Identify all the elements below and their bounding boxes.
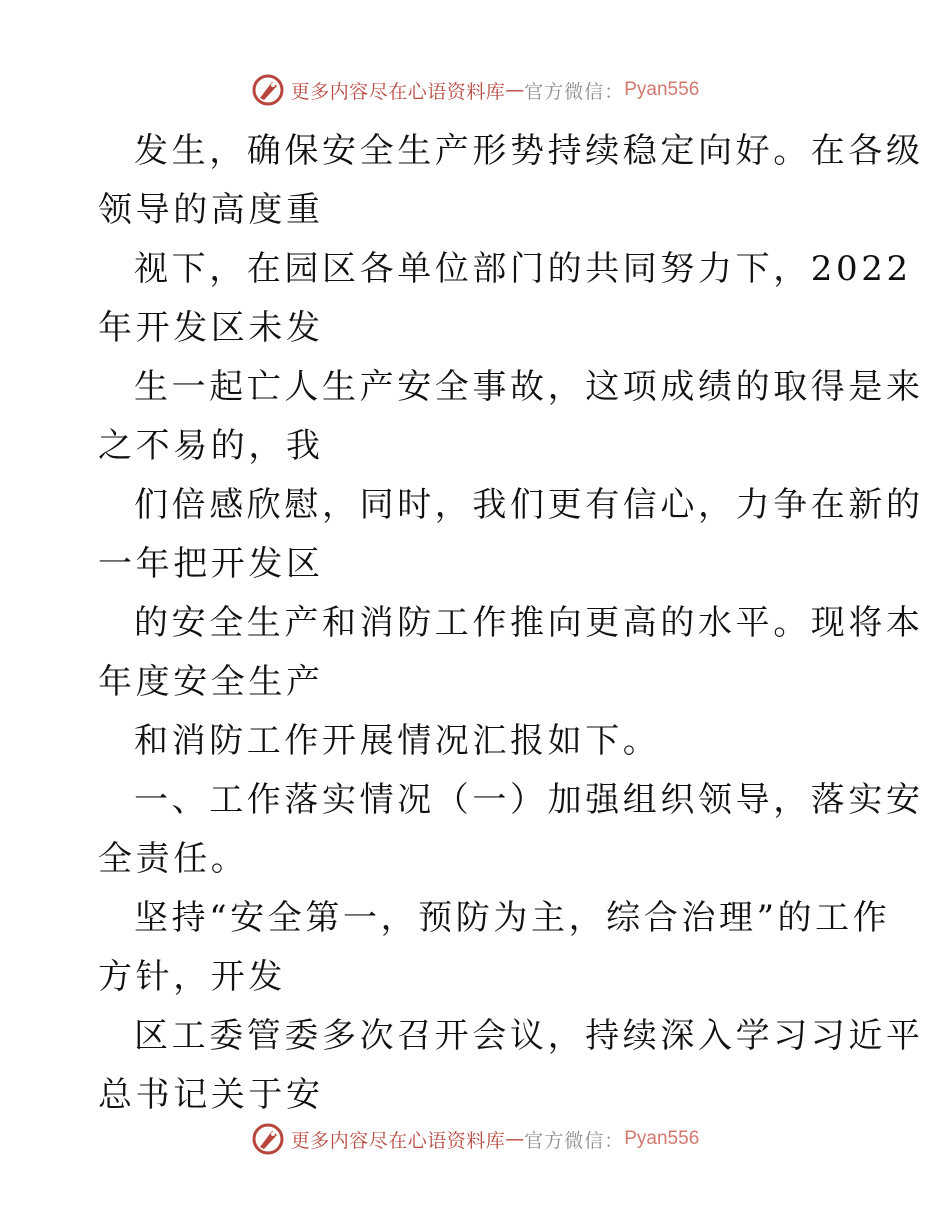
watermark-separator: — — [505, 79, 525, 101]
watermark-label: 官方微信： — [524, 80, 625, 103]
paragraph-line: 的安全生产和消防工作推向更高的水平。现将本 — [134, 603, 924, 643]
document-body — [98, 122, 924, 1125]
paragraph — [98, 1007, 924, 1125]
paragraph-line: 领导的高度重 — [98, 190, 324, 230]
paragraph — [98, 122, 924, 240]
paragraph-line: 发生，确保安全生产形势持续稳定向好。在各级 — [134, 131, 924, 171]
paragraph — [98, 594, 924, 712]
paragraph-line: 和消防工作开展情况汇报如下。 — [134, 721, 661, 761]
pen-nib-logo-icon — [251, 73, 285, 107]
paragraph-line: 区工委管委多次召开会议，持续深入学习习近平 — [134, 1016, 924, 1056]
watermark-wechat-id: Pyan556 — [624, 79, 700, 100]
watermark-separator: — — [505, 1128, 525, 1150]
paragraph-line: 一年把开发区 — [98, 544, 324, 584]
paragraph-line: 一、工作落实情况（一）加强组织领导，落实安 — [134, 780, 924, 820]
paragraph — [98, 771, 924, 889]
paragraph-line: 年开发区未发 — [98, 308, 324, 348]
paragraph — [98, 889, 891, 1007]
paragraph-line: 年度安全生产 — [98, 662, 324, 702]
watermark-wechat-id: Pyan556 — [624, 1128, 700, 1149]
paragraph-line: 视下，在园区各单位部门的共同努力下，2022 — [134, 249, 912, 289]
pen-nib-logo-icon — [251, 1122, 285, 1156]
watermark-site-text: 更多内容尽在心语资料库 — [290, 80, 506, 103]
paragraph-line: 总书记关于安 — [98, 1075, 324, 1115]
watermark-label: 官方微信： — [524, 1129, 625, 1152]
paragraph-line: 们倍感欣慰，同时，我们更有信心，力争在新的 — [134, 485, 924, 525]
watermark-site-text: 更多内容尽在心语资料库 — [290, 1129, 506, 1152]
paragraph-line: 方针，开发 — [98, 957, 286, 997]
paragraph — [98, 476, 924, 594]
paragraph-line: 坚持“安全第一，预防为主，综合治理”的工作 — [134, 898, 891, 938]
header-watermark — [0, 70, 950, 110]
paragraph-line: 生一起亡人生产安全事故，这项成绩的取得是来 — [134, 367, 924, 407]
paragraph — [98, 712, 858, 771]
paragraph — [98, 240, 912, 358]
paragraph — [98, 358, 924, 476]
footer-watermark — [0, 1119, 950, 1159]
paragraph-line: 全责任。 — [98, 839, 249, 879]
paragraph-line: 之不易的，我 — [98, 426, 324, 466]
